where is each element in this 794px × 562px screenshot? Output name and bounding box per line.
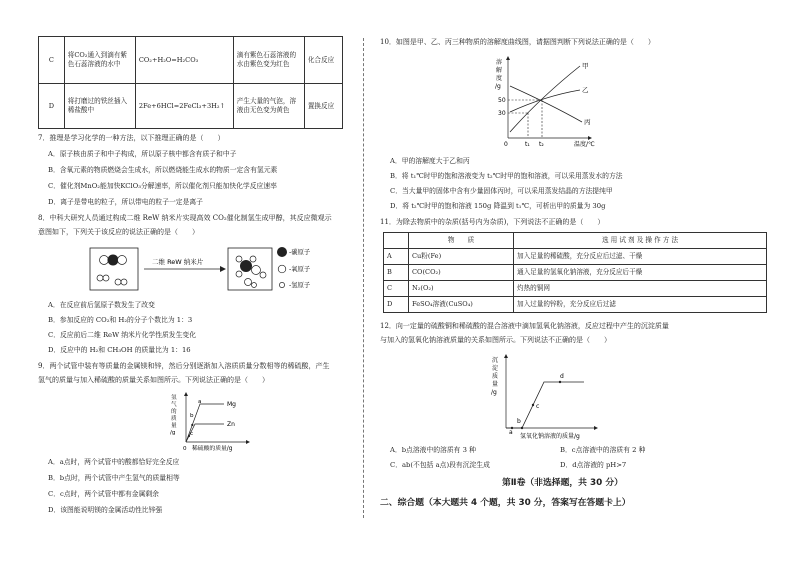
carbon-atom-legend-icon — [277, 247, 287, 257]
svg-text:度: 度 — [496, 75, 503, 82]
x-tick-t2: t₂ — [539, 141, 544, 148]
q12-y-axis-label — [491, 356, 498, 396]
legend-oxygen: -氧原子 — [289, 266, 311, 273]
svg-text:气: 气 — [171, 402, 177, 408]
q10-option-a: A．甲的溶解度大于乙和丙 — [390, 157, 470, 165]
arrow-head-icon — [220, 266, 226, 272]
reaction-table — [38, 36, 343, 129]
q10-option-c: C．当大量甲的固体中含有少量固体丙时，可以采用蒸发结晶的方法提纯甲 — [390, 187, 613, 195]
point-a-label: a — [509, 429, 513, 436]
q10-solubility-chart — [470, 52, 620, 148]
arrow-right-icon — [588, 136, 592, 140]
arrow-up-icon — [504, 354, 508, 358]
jia-curve — [510, 66, 580, 132]
y-tick-50: 50 — [498, 97, 506, 104]
table-row: A Cu粉(Fe) 加入足量的稀硫酸，充分反应后过滤、干燥 — [384, 249, 767, 265]
q8-stem-2: 意图如下，下列关于该反应的说法正确的是（ ） — [38, 228, 199, 236]
ch3oh-molecule — [236, 256, 266, 278]
point-b-label: b — [190, 413, 194, 419]
bing-series-label: 丙 — [584, 118, 591, 126]
q9-stem-1: 9．两个试管中装有等质量的金属镁和锌，然后分别逐渐加入溶质质量分数相等的稀硫酸，产生 — [38, 362, 330, 370]
q10-x-axis-label: 温度/℃ — [574, 141, 595, 148]
svg-text:的: 的 — [171, 409, 177, 415]
x-tick-origin: 0 — [504, 141, 508, 148]
svg-text:/g: /g — [170, 430, 176, 436]
svg-text:量: 量 — [171, 423, 177, 429]
q8-stem-1: 8．中科大研究人员通过构成二维 ReW 纳米片实现高效 CO₂催化制氢生成甲醇，其反应微观示 — [38, 214, 332, 222]
table-row: B CO(CO₂) 通入足量的氢氧化钠溶液，充分反应后干燥 — [384, 265, 767, 281]
q9-option-b: B．b点时，两个试管中产生氢气的质量相等 — [48, 474, 180, 482]
table-row: D FeSO₄溶液(CuSO₄) 加入过量的锌粉，充分反应后过滤 — [384, 297, 767, 313]
legend-carbon: -碳原子 — [289, 249, 311, 256]
q10-stem: 10．如图是甲、乙、丙三种物质的溶解度曲线图，请据图判断下列说法正确的是（ ） — [380, 38, 655, 46]
q9-stem-2: 氢气的质量与加入稀硫酸的质量关系如图所示。下列说法正确的是（ ） — [38, 376, 269, 384]
q7-stem: 7．推理是学习化学的一种方法，以下推理正确的是（ ） — [38, 134, 225, 142]
point-a-label: a — [198, 399, 202, 405]
catalyst-label: 二维 ReW 纳米片 — [152, 258, 204, 266]
svg-text:/g: /g — [495, 83, 501, 90]
q9-option-a: A．a点时，两个试管中的酸都恰好完全反应 — [48, 458, 180, 466]
q12-option-d: D．d点溶液的 pH>7 — [560, 461, 627, 469]
section2-title: 二、综合题（本大题共 4 个题，共 30 分，答案写在答题卡上） — [380, 498, 631, 508]
point-c-label: c — [536, 403, 540, 410]
column-divider — [363, 38, 364, 518]
h2-molecule — [97, 275, 109, 281]
point-c-marker — [532, 404, 534, 406]
q12-option-c: C．ab(不包括 a点)段有沉淀生成 — [390, 461, 490, 469]
point-d-label: d — [560, 373, 564, 380]
q10-option-d: D．将 t₂℃时甲的饱和溶液 150g 降温到 t₁℃，可析出甲的质量为 30g — [390, 202, 606, 210]
q7-option-d: D．离子是带电的粒子，所以带电的粒子一定是离子 — [48, 198, 203, 206]
x-tick-t1: t₁ — [525, 141, 530, 148]
point-b-marker — [521, 427, 523, 429]
arrow-up-icon — [506, 56, 510, 60]
svg-text:量: 量 — [492, 381, 499, 388]
co2-molecule — [100, 255, 127, 266]
q10-y-axis-label — [495, 58, 502, 90]
q9-origin-label: 0 — [183, 446, 187, 452]
q8-option-c: C．反应前后二维 ReW 纳米片化学性质发生变化 — [48, 331, 196, 339]
point-b-label: b — [517, 418, 521, 425]
q12-option-b: B．c点溶液中的溶质有 2 种 — [560, 446, 646, 454]
q12-x-axis-label: 氢氧化钠溶液的质量/g — [520, 433, 580, 440]
jia-series-label: 甲 — [582, 62, 589, 70]
svg-text:淀: 淀 — [492, 365, 499, 372]
svg-text:解: 解 — [496, 67, 503, 74]
q12-stem-2: 与加入的氢氧化钠溶液质量的关系如图所示。下列说法不正确的是（ ） — [380, 336, 611, 344]
point-c-marker — [188, 435, 190, 437]
q10-option-b: B．将 t₁℃时甲的饱和溶液变为 t₂℃时甲的饱和溶液，可以采用蒸发水的方法 — [390, 172, 623, 180]
q12-option-a: A．b点溶液中的溶质有 3 种 — [390, 446, 476, 454]
h2o-molecule — [245, 279, 257, 288]
svg-text:质: 质 — [492, 373, 499, 380]
q11-stem: 11．为除去物质中的杂质(括号内为杂质)，下列说法不正确的是（ ） — [380, 218, 605, 226]
arrow-up-icon — [184, 392, 188, 396]
table-row: D 将打磨过的铁丝插入稀盐酸中 2Fe+6HCl=2FeCl₃+3H₂↑ 产生大量的气泡，溶液由无色变为黄色 置换反应 — [39, 84, 343, 129]
y-tick-30: 30 — [498, 110, 506, 117]
legend-hydrogen: -氢原子 — [289, 282, 311, 289]
arrow-right-icon — [594, 426, 598, 430]
reactants-box — [90, 248, 138, 290]
svg-text:沉: 沉 — [492, 357, 499, 364]
q8-option-a: A．在反应前后氢原子数发生了改变 — [48, 301, 155, 309]
q7-option-b: B．含氧元素的物质燃烧会生成水，所以燃烧能生成水的物质一定含有氢元素 — [48, 166, 278, 174]
point-d-marker — [559, 381, 561, 383]
svg-text:/g: /g — [491, 389, 497, 396]
yi-curve — [510, 90, 580, 112]
oxygen-atom-legend-icon — [278, 265, 286, 273]
point-c-label: c — [190, 431, 194, 437]
part2-title: 第Ⅱ卷（非选择题，共 30 分） — [502, 478, 623, 488]
q8-option-b: B．参加反应的 CO₂和 H₂的分子个数比为 1：3 — [48, 316, 193, 324]
h2-molecule — [115, 279, 127, 285]
zn-series-label: Zn — [227, 421, 235, 428]
table-row: C 将CO₂通入到滴有紫色石蕊溶液的水中 CO₂+H₂O=H₂CO₃ 滴有紫色石蕊溶液的水由紫色变为红色 化合反应 — [39, 37, 343, 84]
mg-series-label: Mg — [227, 401, 236, 408]
q9-hydrogen-chart — [166, 390, 278, 454]
svg-text:溶: 溶 — [496, 59, 503, 66]
q8-reaction-diagram — [88, 242, 318, 298]
q9-option-c: C．c点时，两个试管中都有金属剩余 — [48, 490, 159, 498]
hydrogen-atom-legend-icon — [279, 282, 284, 287]
q7-option-c: C．催化剂MnO₂能加快KClO₃分解速率，所以催化剂只能加快化学反应速率 — [48, 182, 277, 190]
q9-x-axis-label: 稀硫酸的质量/g — [192, 446, 233, 452]
q12-precipitate-chart — [478, 350, 628, 442]
table-header-row: 物 质 选 用 试 剂 及 操 作 方 法 — [384, 233, 767, 249]
q12-stem-1: 12．向一定量的硫酸铜和稀硫酸的混合溶液中滴加氢氧化钠溶液，反应过程中产生的沉淀质量 — [380, 322, 669, 330]
table-row: C N₂(O₂) 灼热的铜网 — [384, 281, 767, 297]
q8-option-d: D．反应中的 H₂和 CH₃OH 的质量比为 1：16 — [48, 346, 191, 354]
svg-text:氢: 氢 — [171, 395, 177, 401]
q9-option-d: D．该图能说明镁的金属活动性比锌强 — [48, 506, 163, 514]
yi-series-label: 乙 — [582, 86, 589, 94]
point-b-marker — [191, 424, 193, 426]
arrow-right-icon — [246, 440, 250, 444]
svg-text:质: 质 — [171, 416, 177, 422]
impurity-table — [383, 232, 767, 313]
q7-option-a: A．原子核由质子和中子构成，所以原子核中都含有质子和中子 — [48, 150, 237, 158]
q9-y-axis-label — [170, 393, 177, 436]
